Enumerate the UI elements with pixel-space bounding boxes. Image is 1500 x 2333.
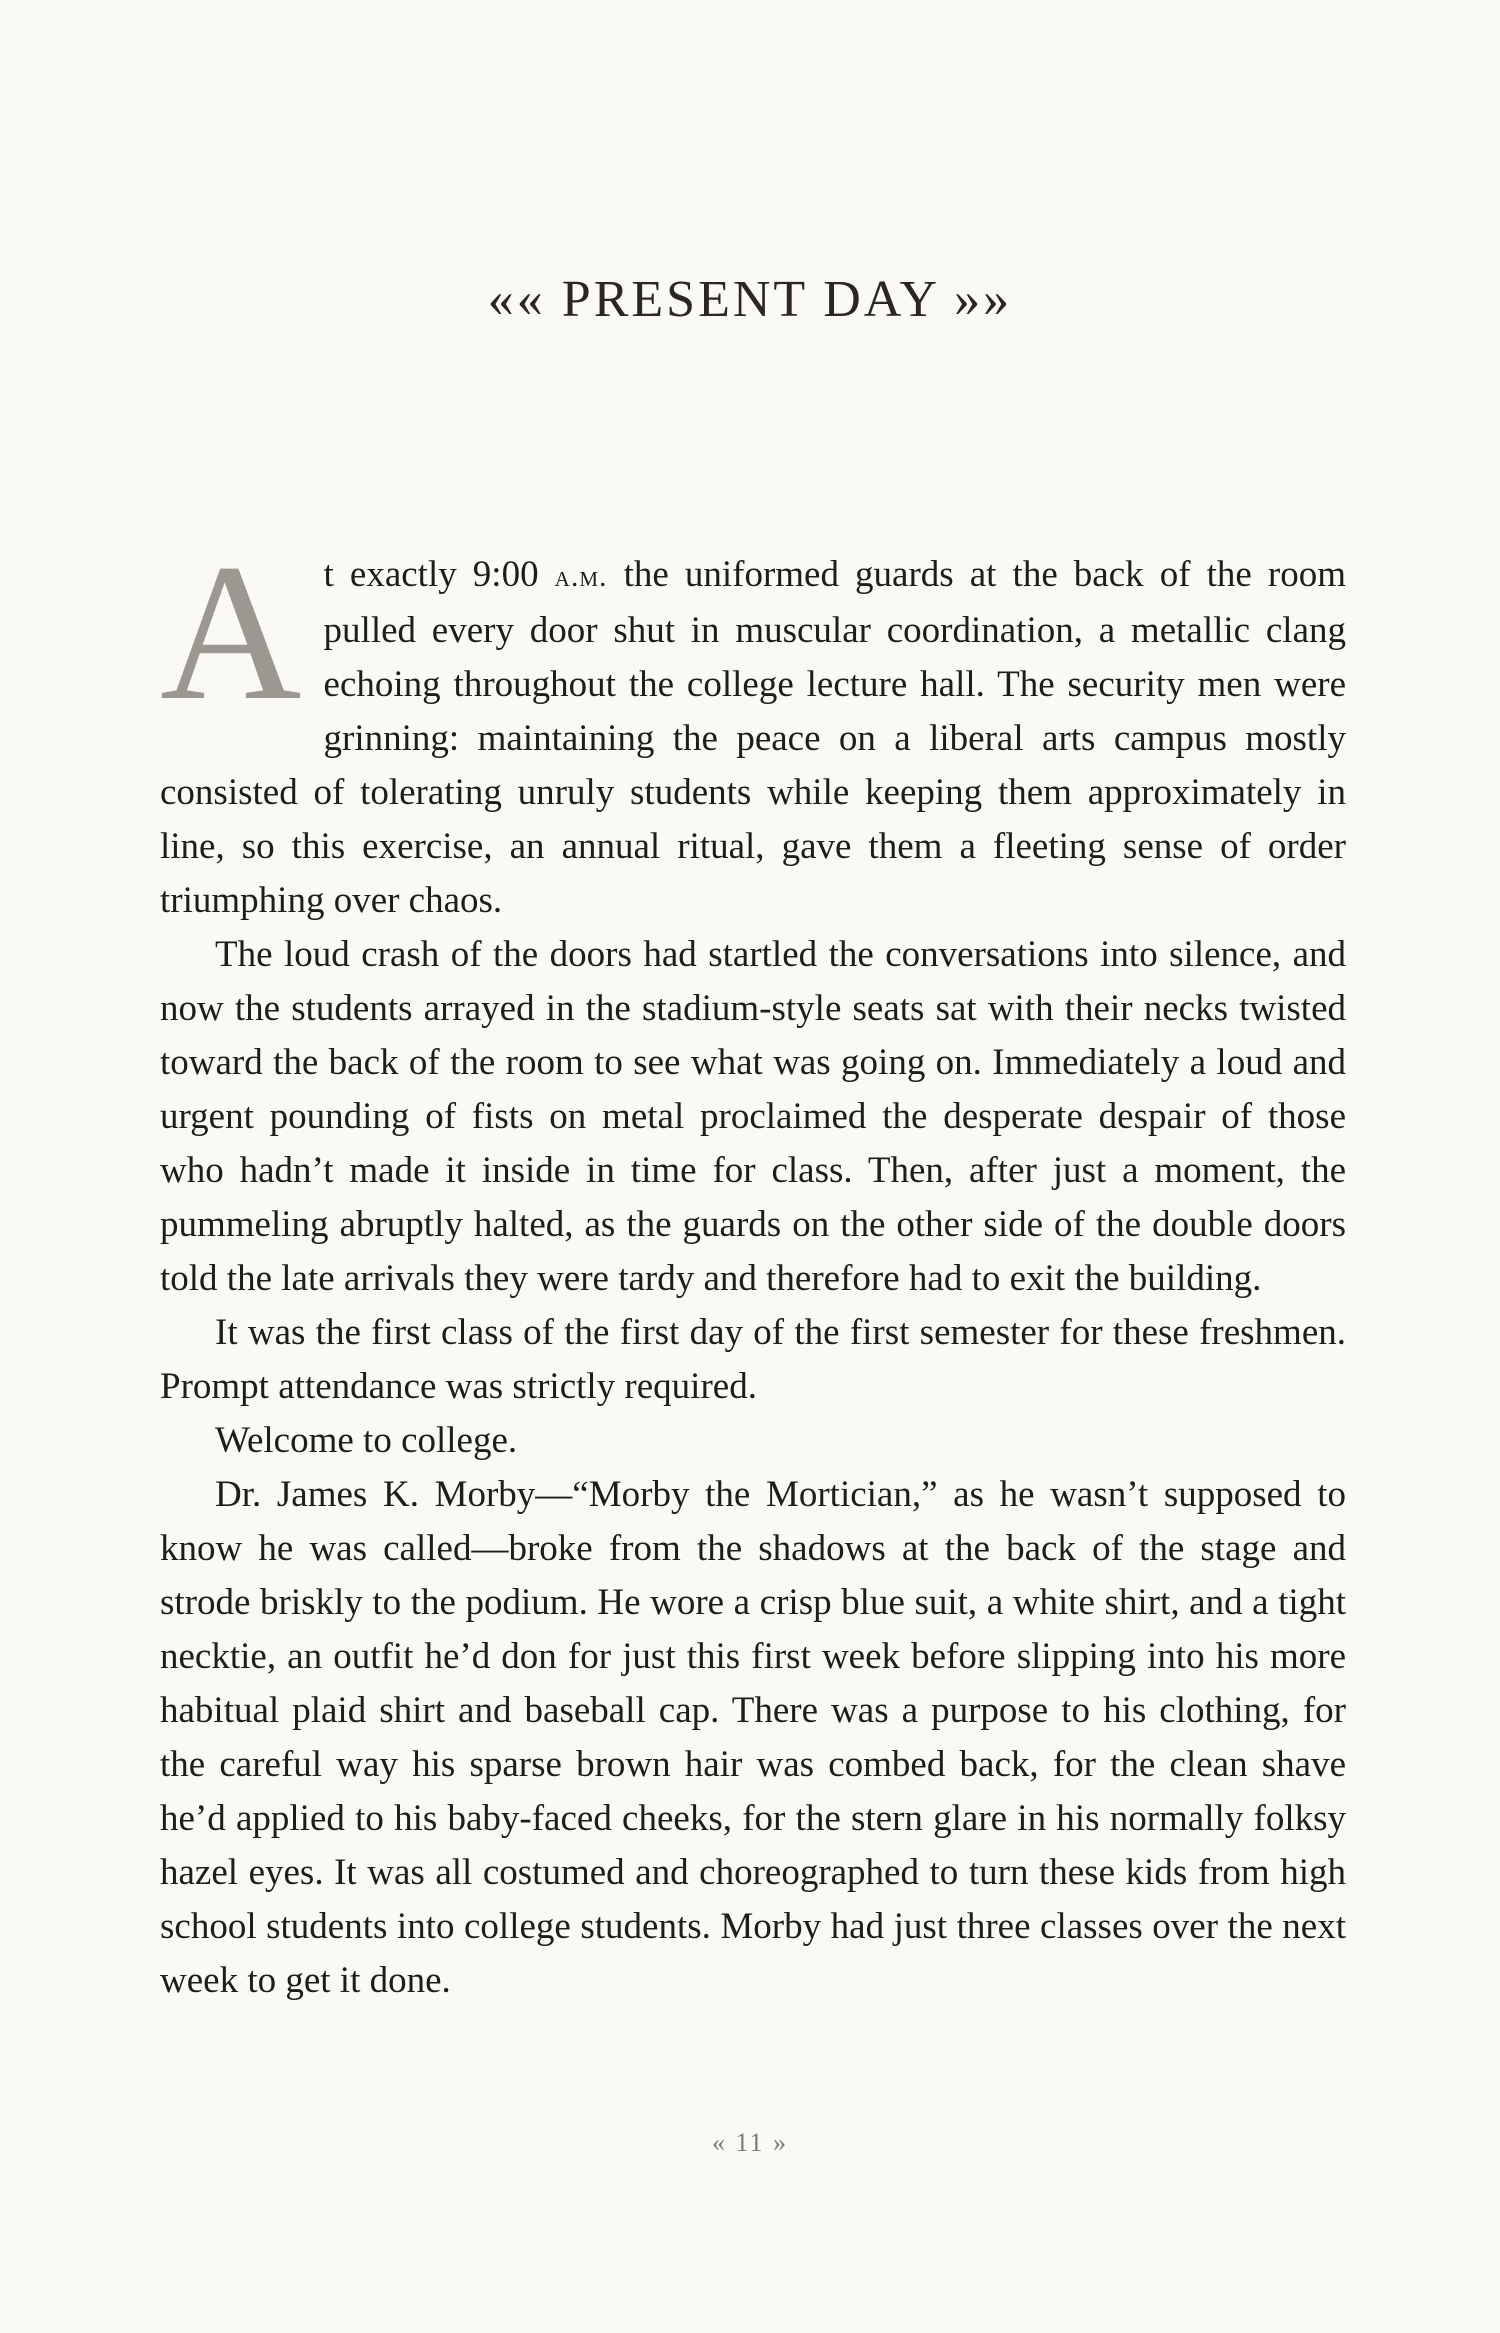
paragraph-1-lead: t exactly 9:00 xyxy=(323,554,555,595)
paragraph-1 xyxy=(160,524,1346,928)
paragraph-4: Welcome to college. xyxy=(215,1420,518,1461)
chapter-heading: «« PRESENT DAY »» xyxy=(487,271,1013,328)
paragraph-2: The loud crash of the doors had startled the conversations into silence, and now the students arrayed in the stadium-style seats sat with their necks twisted toward the back of the room to see what was going on. Immediately a loud and urgent pounding of fists on metal proclaimed the desperate despair of those who hadn’t made it inside in time for class. Then, after just a moment, the pummeling abruptly halted, as the guards on the other side of the double doors told the late arrivals they were tardy and therefore had to exit the building. xyxy=(160,934,1346,1299)
body-text xyxy=(160,524,1346,2008)
paragraph-1-rest: the uniformed guards at the back of the room pulled every door shut in muscular coordination, a metallic clang echoing throughout the college lecture hall. The security men were grinning: maintaining the peace on a liberal arts campus mostly consisted of tolerating unruly students while keeping them approximately in line, so this exercise, an annual ritual, gave them a fleeting sense of order triumphing over chaos. xyxy=(160,554,1346,921)
time-marker: a.m. xyxy=(554,560,608,593)
page-number: « 11 » xyxy=(711,2128,789,2157)
drop-cap: A xyxy=(160,524,302,741)
paragraph-3: It was the first class of the first day of the first semester for these freshmen. Prompt attendance was strictly required. xyxy=(160,1312,1346,1407)
paragraph-5: Dr. James K. Morby—“Morby the Mortician,” as he wasn’t supposed to know he was called—broke from the shadows at the back of the stage and strode briskly to the podium. He wore a crisp blue suit, a white shirt, and a tight necktie, an outfit he’d don for just this first week before slipping into his more habitual plaid shirt and baseball cap. There was a purpose to his clothing, for the careful way his sparse brown hair was combed back, for the clean shave he’d applied to his baby-faced cheeks, for the stern glare in his normally folksy hazel eyes. It was all costumed and choreographed to turn these kids from high school students into college students. Morby had just three classes over the next week to get it done. xyxy=(160,1474,1346,2001)
